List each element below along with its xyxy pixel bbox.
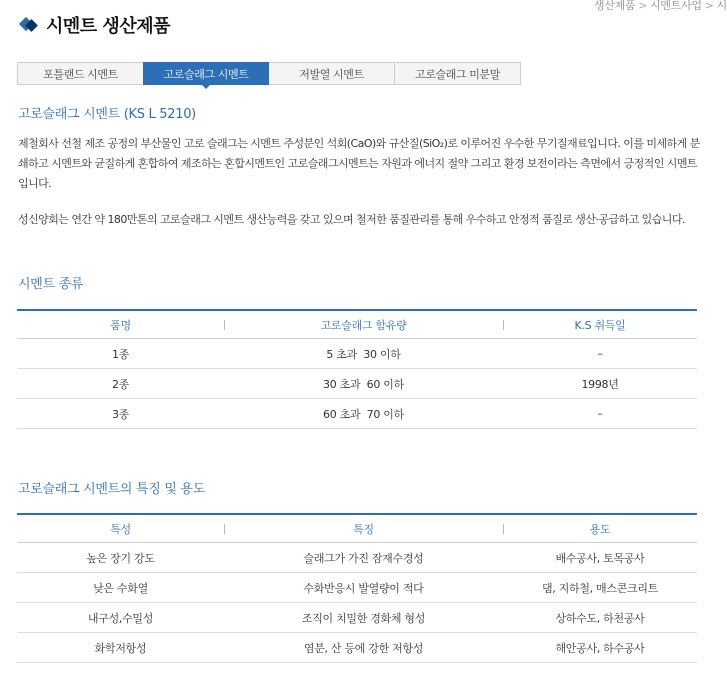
intro-paragraph-1: 제철회사 선철 제조 공정의 부산물인 고로 슬래그는 시멘트 주성분인 석회(CaO)와 규산질(SiO₂)로 이루어진 우수한 무기질재료입니다. 이를 미세하게 분쇄하고 시멘트와 균질하게 혼합하여 제조하는 혼합시멘트인 고로슬래그시멘트는 자원과 에너지 절약 그리고 환경 보전이라는 측면에서 긍정적인 시멘트 입니다. [18,137,700,190]
table-cell: 2종 [17,369,224,399]
table-cell: 화학저항성 [17,633,224,663]
breadcrumb [594,0,727,13]
table-cell: – [503,399,697,429]
table-cell: 30 초과 60 이하 [224,369,503,399]
table-cell: 5 초과 30 이하 [224,339,503,369]
table-row [17,633,697,663]
table-header-row [17,310,697,339]
table-header-row [17,514,697,543]
table-cell: 상하수도, 하천공사 [503,603,697,633]
breadcrumb-item[interactable]: 시 [716,0,727,12]
table-cell: 1998년 [503,369,697,399]
table-row [17,339,697,369]
table-cell: 수화반응시 발열량이 적다 [224,573,503,603]
column-divider [503,320,504,330]
product-tabs [17,62,520,85]
diamond-bullet-icon [20,16,42,34]
column-header: 용도 [503,514,697,543]
table-row [17,399,697,429]
column-header: 고로슬래그 함유량 [224,310,503,339]
cement-types-table [17,309,697,429]
tab-slag-cement[interactable]: 고로슬래그 시멘트 [143,62,269,85]
breadcrumb-separator: > [704,0,714,12]
tab-low-heat-cement[interactable]: 저발열 시멘트 [268,62,395,85]
tab-portland-cement[interactable]: 포틀랜드 시멘트 [17,62,144,85]
table-cell: 댐, 지하철, 매스콘크리트 [503,573,697,603]
table-row [17,543,697,573]
column-divider [224,320,225,330]
table-cell: 낮은 수화열 [17,573,224,603]
table-cell: 조직이 치밀한 경화체 형성 [224,603,503,633]
table-row [17,573,697,603]
types-heading: 시멘트 종류 [18,277,84,292]
breadcrumb-item[interactable]: 생산제품 [593,0,636,12]
intro-heading: 고로슬래그 시멘트 (KS L 5210) [18,107,196,122]
table-cell: 해안공사, 하수공사 [503,633,697,663]
table-cell: 3종 [17,399,224,429]
column-header: 품명 [17,310,224,339]
page-title [20,12,170,38]
table-cell: 슬래그가 가진 잠재수경성 [224,543,503,573]
features-table [17,513,697,663]
column-divider [503,524,504,534]
table-cell: 높은 장기 강도 [17,543,224,573]
tab-slag-powder[interactable]: 고로슬래그 미분말 [394,62,521,85]
column-header: K.S 취득일 [503,310,697,339]
intro-paragraph-2: 성신양회는 연간 약 180만톤의 고로슬래그 시멘트 생산능력을 갖고 있으며 철저한 품질관리를 통해 우수하고 안정적 품질로 생산·공급하고 있습니다. [18,213,685,226]
table-row [17,603,697,633]
table-cell: 1종 [17,339,224,369]
table-cell: 염분, 산 등에 강한 저항성 [224,633,503,663]
features-heading: 고로슬래그 시멘트의 특징 및 용도 [18,482,205,497]
breadcrumb-item[interactable]: 시멘트사업 [650,0,702,12]
table-row [17,369,697,399]
column-header: 특성 [17,514,224,543]
column-header: 특징 [224,514,503,543]
table-cell: 내구성,수밀성 [17,603,224,633]
table-cell: 배수공사, 토목공사 [503,543,697,573]
table-cell: 60 초과 70 이하 [224,399,503,429]
breadcrumb-separator: > [638,0,648,12]
column-divider [224,524,225,534]
page-title-text: 시멘트 생산제품 [46,16,170,37]
table-cell: – [503,339,697,369]
